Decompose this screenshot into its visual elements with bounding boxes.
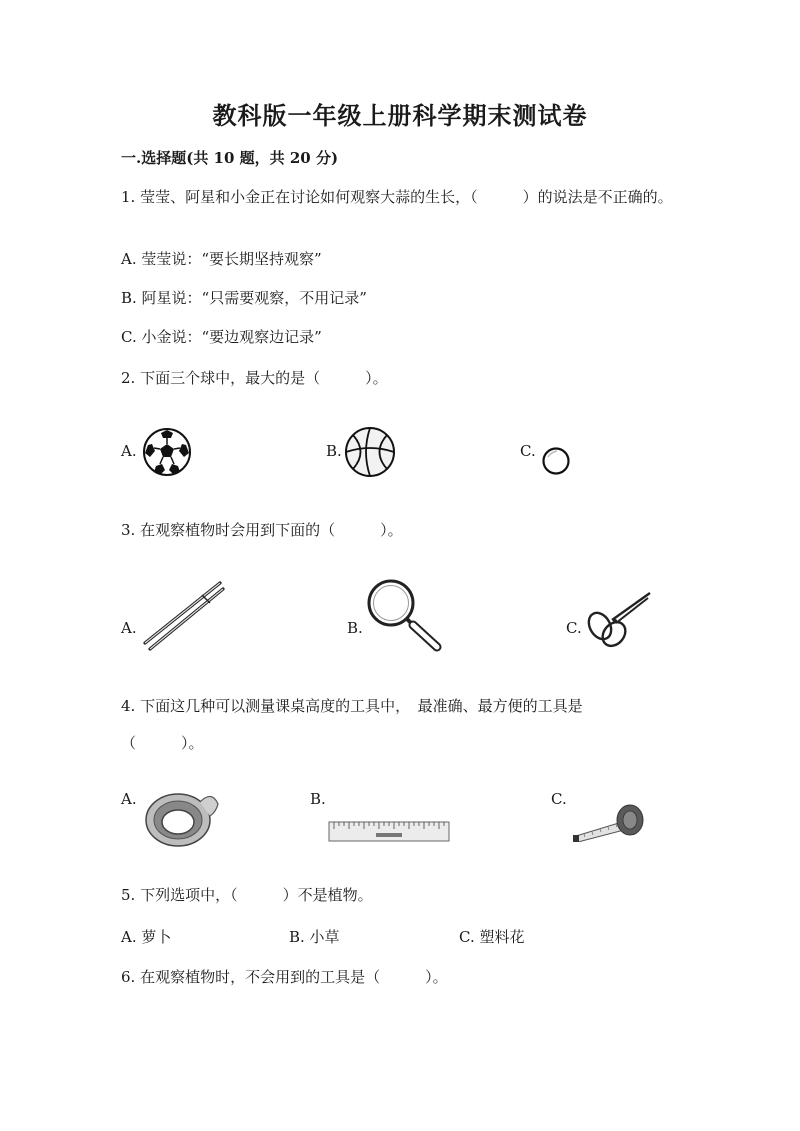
tape-roll-icon: [140, 782, 220, 852]
question-4-text-blank: （ ）。: [121, 734, 204, 752]
section-heading: 一.选择题(共 10 题，共 20 分): [121, 149, 339, 167]
basketball-icon: [344, 426, 396, 478]
page-title: 教科版一年级上册科学期末测试卷: [212, 101, 588, 130]
question-4-option-c: C.: [551, 790, 567, 808]
question-2-option-b: B.: [326, 442, 342, 460]
question-5-option-b: B. 小草: [289, 928, 340, 946]
question-4-option-b: B.: [310, 790, 326, 808]
question-4-option-a: A.: [121, 790, 137, 808]
question-3-option-b: B.: [347, 619, 363, 637]
question-2-text: 2. 下面三个球中，最大的是（ ）。: [121, 369, 388, 387]
magnifying-glass-icon: [364, 576, 444, 654]
measuring-tape-icon: [572, 800, 646, 842]
scissors-icon: [586, 590, 654, 650]
question-1-option-a: A. 莹莹说：“要长期坚持观察”: [121, 250, 322, 268]
question-5-text: 5. 下列选项中，（ ）不是植物。: [121, 886, 373, 904]
question-2-option-c: C.: [520, 442, 536, 460]
question-4-text: 4. 下面这几种可以测量课桌高度的工具中， 最准确、最方便的工具是: [121, 697, 583, 715]
question-1-option-c: C. 小金说：“要边观察边记录”: [121, 328, 322, 346]
ruler-icon: [328, 820, 450, 844]
question-3-text: 3. 在观察植物时会用到下面的（ ）。: [121, 521, 403, 539]
question-2-option-a: A.: [121, 442, 137, 460]
question-3-option-a: A.: [121, 619, 137, 637]
soccer-ball-icon: [142, 427, 192, 477]
question-5-option-a: A. 萝卜: [121, 928, 172, 946]
question-1-option-b: B. 阿星说：“只需要观察，不用记录”: [121, 289, 367, 307]
question-3-option-c: C.: [566, 619, 582, 637]
ping-pong-ball-icon: [541, 446, 571, 476]
question-6-text: 6. 在观察植物时，不会用到的工具是（ ）。: [121, 968, 448, 986]
question-5-option-c: C. 塑料花: [459, 928, 525, 946]
question-1-text: 1. 莹莹、阿星和小金正在讨论如何观察大蒜的生长，（ ）的说法是不正确的。: [121, 188, 673, 206]
chopsticks-icon: [140, 578, 225, 653]
